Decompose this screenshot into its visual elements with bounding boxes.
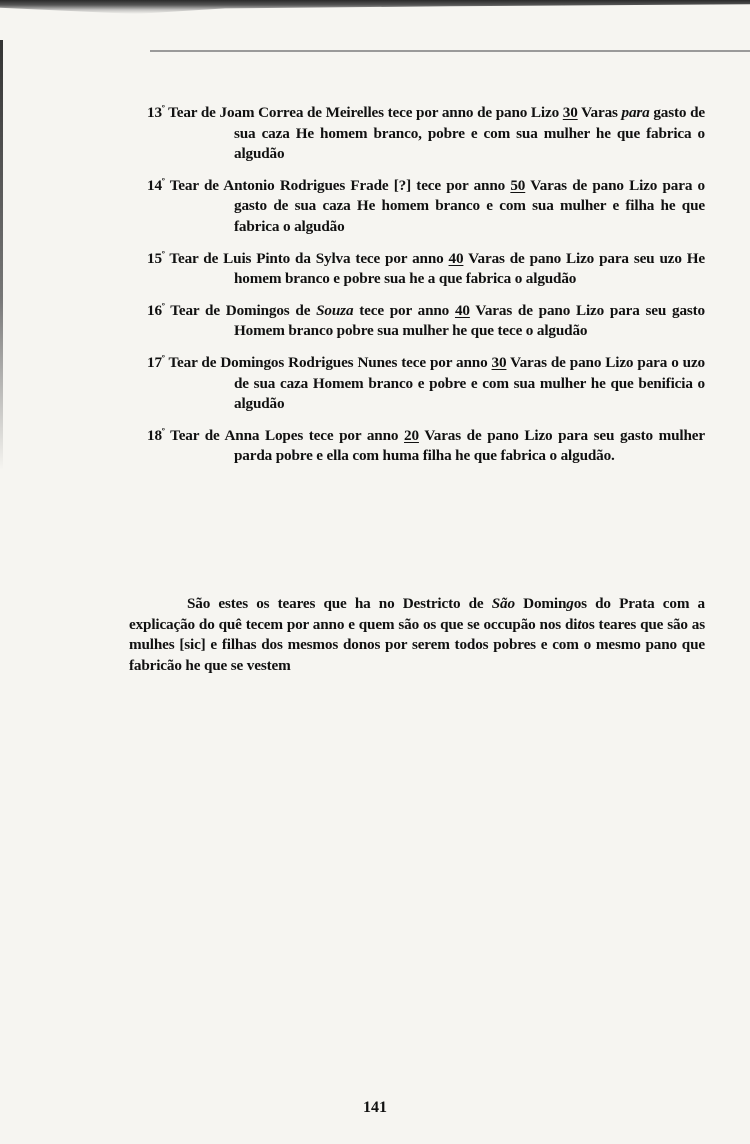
entry-14 xyxy=(147,176,705,238)
entry-number: 17 xyxy=(147,353,162,371)
closing-text-italic: São xyxy=(491,595,515,612)
entry-text: Tear de Antonio Rodrigues Frade [?] tece por anno xyxy=(164,176,511,194)
entry-text: Varas de pano Lizo para seu gasto mulher parda pobre e ella com huma filha he que fabrica o algudão. xyxy=(234,426,705,465)
entry-16 xyxy=(147,301,705,342)
entry-17 xyxy=(147,353,705,415)
entry-18 xyxy=(147,426,705,467)
closing-paragraph xyxy=(129,594,705,676)
entry-15 xyxy=(147,249,705,290)
varas-quantity: 30 xyxy=(491,353,507,371)
entry-text: Varas de pano Lizo para seu gasto Homem branco pobre sua mulher he que tece o algudão xyxy=(234,301,705,340)
entry-number: 16 xyxy=(147,301,162,319)
entry-text: gasto de sua caza He homem branco, pobre e com sua mulher he que fabrica o algudão xyxy=(234,104,705,163)
varas-quantity: 20 xyxy=(404,426,419,444)
scan-top-rule xyxy=(150,50,750,52)
entry-text: Tear de Luis Pinto da Sylva tece por anno xyxy=(164,249,449,267)
varas-quantity: 40 xyxy=(448,249,464,267)
scan-left-edge xyxy=(0,40,3,470)
entry-text: Varas xyxy=(577,104,622,121)
ordinal-mark: º xyxy=(161,175,165,186)
ordinal-mark: º xyxy=(161,248,165,259)
entry-text: Varas de pano Lizo para o uzo de sua caza Homem branco e pobre e com sua mulher he que benificia o algudão xyxy=(234,353,705,413)
entry-text-italic: Souza xyxy=(316,301,354,319)
closing-text: Domin xyxy=(514,595,567,612)
entry-number: 15 xyxy=(147,249,162,267)
entry-13 xyxy=(147,103,705,165)
entry-text: Varas de pano Lizo para seu uzo He homem branco e pobre sua he a que fabrica o algudão xyxy=(234,249,705,288)
closing-text-italic: t xyxy=(577,615,582,633)
varas-quantity: 40 xyxy=(454,301,470,319)
closing-text-italic: g xyxy=(566,595,574,612)
ordinal-mark: º xyxy=(161,352,165,363)
entry-text: Varas de pano Lizo para o gasto de sua caza He homem branco e com sua mulher e filha he que fabrica o algudão xyxy=(234,176,705,235)
entry-text: Tear de Domingos de xyxy=(164,301,317,319)
varas-quantity: 30 xyxy=(562,104,578,121)
ordinal-mark: º xyxy=(161,300,165,311)
loom-entries xyxy=(147,103,705,478)
entry-text: tece por anno xyxy=(353,301,455,319)
closing-text: os teares que são as mulhes [sic] e filhas dos mesmos donos por serem todos pobres e com o mesmo pano que fabricão he que se vestem xyxy=(129,615,705,674)
closing-text: os do Prata com a explicação do quê tecem por anno e quem são os que se occupão nos di xyxy=(129,595,705,633)
ordinal-mark: º xyxy=(161,425,165,436)
entry-text-italic: para xyxy=(621,104,650,121)
entry-number: 13 xyxy=(147,104,162,121)
varas-quantity: 50 xyxy=(510,176,526,194)
ordinal-mark: º xyxy=(161,102,165,113)
page-number: 141 xyxy=(363,1099,387,1116)
entry-text: Tear de Anna Lopes tece por anno xyxy=(164,426,405,444)
entry-text: Tear de Domingos Rodrigues Nunes tece por anno xyxy=(164,353,492,371)
scan-top-shadow xyxy=(0,0,750,14)
entry-text: Tear de Joam Correa de Meirelles tece por anno de pano Lizo xyxy=(164,104,563,121)
closing-text: São estes os teares que ha no Destricto de xyxy=(187,595,492,612)
entry-number: 18 xyxy=(147,426,162,444)
entry-number: 14 xyxy=(147,176,162,194)
